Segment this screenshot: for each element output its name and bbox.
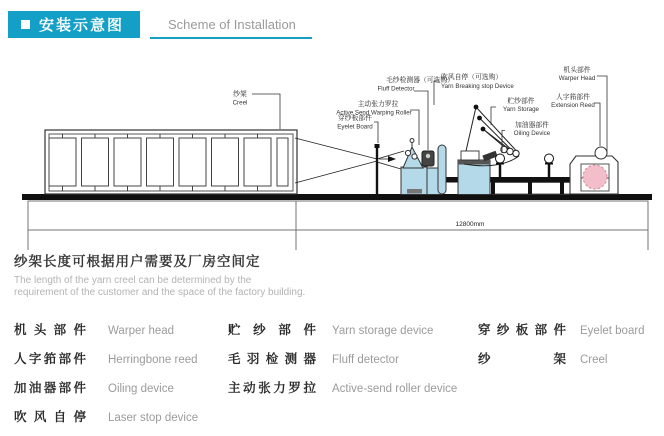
term-en: Yarn storage device xyxy=(332,325,434,337)
leader-lines xyxy=(252,76,607,154)
glossary-row xyxy=(14,378,198,396)
glossary-row xyxy=(14,349,198,367)
glossary-row xyxy=(478,349,645,367)
creel-panel xyxy=(179,134,206,191)
term-zh: 穿纱板部件 xyxy=(478,323,566,337)
page-title-en: Scheme of Installation xyxy=(168,17,296,32)
term-zh: 毛羽检测器 xyxy=(228,352,316,366)
glossary-row xyxy=(478,320,645,338)
page-title-box xyxy=(8,11,140,38)
beam-circle xyxy=(583,165,607,189)
glossary-row xyxy=(14,320,198,338)
note-en-line1: The length of the yarn creel can be determined by the xyxy=(14,275,252,286)
yarn-arrow-icon xyxy=(388,156,396,162)
label-extension-reed-en: Extension Reed xyxy=(551,102,595,109)
label-eyelet-en: Eyelet Board xyxy=(337,123,373,131)
label-active-roller-zh: 主动张力罗拉 xyxy=(357,101,399,108)
creel-panel xyxy=(114,134,141,191)
glossary-row xyxy=(228,349,457,367)
glossary-row xyxy=(14,407,198,425)
dimension-label: 12800mm xyxy=(455,221,485,228)
note-en-line2: requirement of the customer and the space of the factory building. xyxy=(14,287,306,298)
label-eyelet-zh: 穿纱板部件 xyxy=(338,115,372,122)
creel-length-note xyxy=(14,250,494,299)
page-title-zh: 安装示意图 xyxy=(39,17,125,34)
creel-panel xyxy=(49,134,76,191)
oiling-post xyxy=(545,154,554,177)
term-en: Active-send roller device xyxy=(332,383,458,395)
floor-rail xyxy=(22,194,652,200)
term-zh: 纱架 xyxy=(478,352,566,366)
note-zh: 纱架长度可根据用户需要及厂房空间定 xyxy=(14,254,261,269)
label-warper-head-en: Warper Head xyxy=(558,75,596,82)
term-en: Fluff detector xyxy=(332,354,399,366)
creel-panel xyxy=(82,134,109,191)
term-en: Creel xyxy=(580,354,608,366)
title-underline xyxy=(150,37,312,39)
glossary-row xyxy=(228,378,457,396)
term-zh: 机头部件 xyxy=(14,323,86,337)
glossary-row xyxy=(228,320,457,338)
term-zh: 贮纱部件 xyxy=(228,323,316,337)
head-roller xyxy=(595,147,607,159)
creel-panel xyxy=(244,134,271,191)
term-zh: 吹风自停 xyxy=(14,410,86,424)
label-creel-en: Creel xyxy=(232,99,248,107)
warper-head xyxy=(570,147,618,194)
diagram-svg xyxy=(0,50,664,260)
glossary-column-2 xyxy=(228,320,457,407)
label-creel-zh: 纱架 xyxy=(233,91,247,98)
label-yarn-storage-zh: 贮纱部件 xyxy=(507,98,535,105)
note-en xyxy=(14,275,494,299)
term-en: Eyelet board xyxy=(580,325,645,337)
term-zh: 主动张力罗拉 xyxy=(228,381,316,395)
label-warper-head-zh: 机头部件 xyxy=(563,67,591,74)
term-en: Oiling device xyxy=(108,383,174,395)
term-zh: 加油器部件 xyxy=(14,381,86,395)
fluff-detector-column xyxy=(438,145,446,194)
eyelet-board-post xyxy=(375,144,397,196)
creel xyxy=(45,130,297,194)
label-active-roller-en: Active Send Warping Roller xyxy=(336,109,412,117)
label-extension-reed-zh: 人字筘部件 xyxy=(556,94,590,101)
creel-panel xyxy=(147,134,174,191)
label-yarn-breaking-en: Yarn Breaking stop Device xyxy=(441,83,514,90)
installation-diagram xyxy=(0,50,664,260)
label-yarn-storage-en: Yarn Storage xyxy=(502,106,540,113)
creel-end-panel xyxy=(277,138,288,186)
oiling-post xyxy=(496,154,505,177)
label-fluff-en: Fluff Detector xyxy=(377,85,415,93)
dimension-band xyxy=(28,201,648,250)
creel-panel xyxy=(212,134,239,191)
warping-roller-machine xyxy=(401,139,427,195)
yarn-lines xyxy=(295,138,404,183)
label-fluff-zh: 毛纱检测器（可选购） xyxy=(386,77,454,84)
term-en: Laser stop device xyxy=(108,412,199,424)
label-yarn-breaking-zh: 吹风自停（可选购） xyxy=(441,74,503,81)
term-en: Warper head xyxy=(108,325,175,337)
term-en: Herringbone reed xyxy=(108,354,198,366)
square-bullet-icon xyxy=(21,20,30,29)
glossary-column-1 xyxy=(14,320,198,436)
term-zh: 人字筘部件 xyxy=(14,352,86,366)
label-oiling-zh: 加油器部件 xyxy=(515,122,549,129)
glossary xyxy=(0,320,664,424)
diagram-labels xyxy=(233,65,596,137)
label-oiling-en: Oiling Device xyxy=(513,130,551,137)
glossary-column-3 xyxy=(478,320,645,378)
